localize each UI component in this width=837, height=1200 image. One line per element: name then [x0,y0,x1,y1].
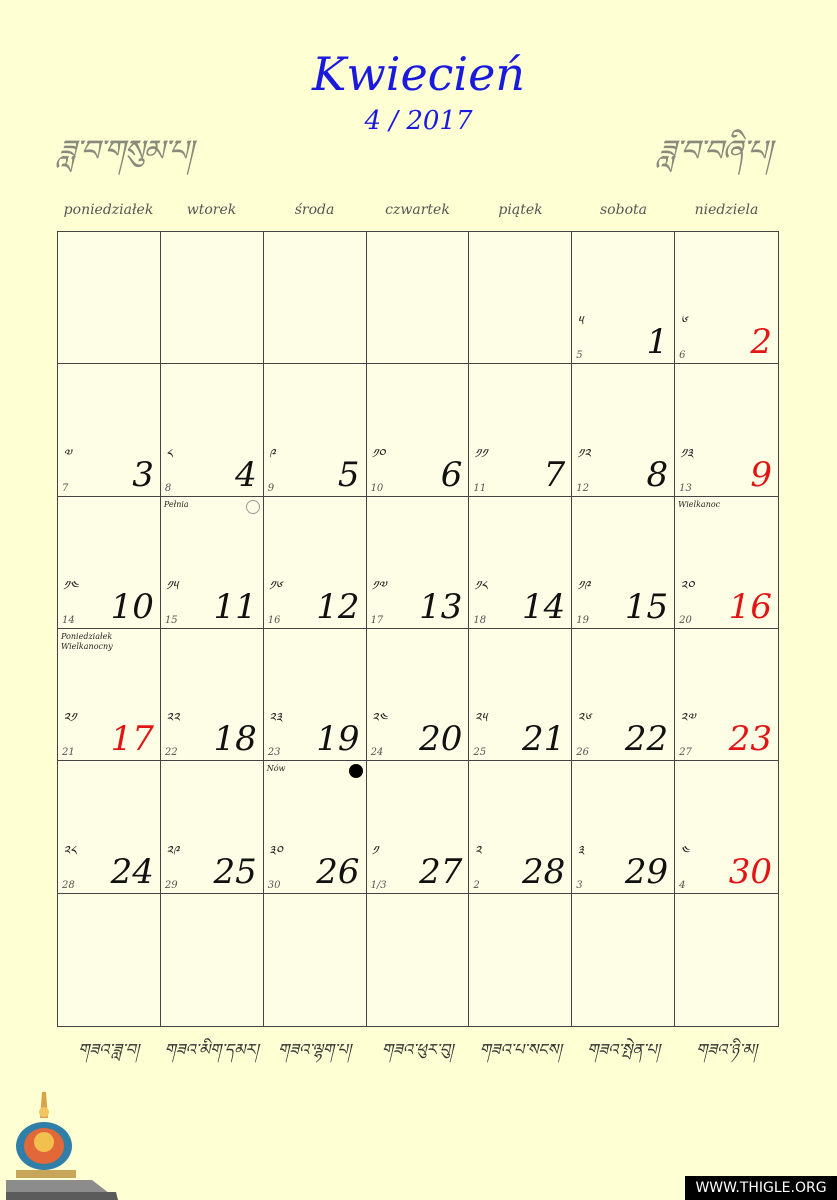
day-number: 10 [110,586,154,627]
tibetan-month-left: ཟླ་བ་གསུམ་པ། [58,134,193,169]
site-url: WWW.THIGLE.ORG [685,1176,837,1200]
event-label: Pełnia [163,499,189,509]
weekday-label: niedziela [694,202,759,218]
tibetan-date: ༡ [371,843,378,859]
tibetan-month-right: ཟླ་བ་བཞི་པ། [658,134,772,169]
day-number: 5 [337,454,360,495]
day-number: 12 [316,586,360,627]
empty-cell [469,232,572,364]
event-label: Poniedziałek Wielkanocny [61,631,113,651]
day-cell [572,364,675,496]
lunar-day: 24 [370,747,384,759]
day-number: 21 [522,719,566,760]
tibetan-date: ༢༠ [680,578,695,594]
tibetan-weekday-footer [57,1032,779,1077]
day-number: 18 [213,719,257,760]
day-cell [675,629,778,761]
tibetan-date: ༡༢ [577,446,591,462]
tibetan-date: ༡༥ [165,578,178,594]
new-moon-icon [349,764,363,778]
tibetan-weekday-label: གཟའ་ཕུར་བུ། [381,1040,454,1059]
lunar-day: 14 [62,614,75,626]
day-cell [469,629,572,761]
day-cell [675,364,778,496]
day-number: 6 [440,454,463,495]
day-cell [469,497,572,629]
lunar-day: 17 [370,614,384,626]
lunar-day: 26 [576,747,590,759]
day-cell [264,364,367,496]
lunar-day: 28 [62,879,75,891]
tibetan-date: ༤ [680,843,690,859]
day-number: 15 [624,586,669,627]
empty-cell [264,232,367,364]
tibetan-date: ༣ [577,843,584,859]
day-number: 14 [522,586,566,627]
day-number: 27 [419,851,463,892]
lunar-day: 22 [164,747,178,759]
weekday-label: piątek [498,202,543,218]
lunar-day: 27 [679,747,692,759]
day-cell [161,629,264,761]
day-number: 30 [728,851,772,892]
weekday-label: sobota [600,202,647,218]
lunar-day: 15 [164,614,178,626]
day-number: 13 [419,586,463,627]
day-number: 23 [728,719,772,760]
weekday-label: wtorek [186,202,237,218]
tibetan-date: ༢༩ [165,843,180,859]
tibetan-date: ༣༠ [268,843,283,859]
day-cell [58,364,161,496]
tibetan-date: ༩ [268,446,276,462]
day-number: 17 [110,719,154,760]
day-cell [367,364,470,496]
tibetan-weekday-label: གཟའ་སྤེན་པ། [587,1040,660,1059]
tibetan-date: ༢༧ [680,711,696,727]
tibetan-date: ༦ [680,314,687,330]
day-cell [572,761,675,893]
tibetan-date: ༢༡ [63,711,77,727]
empty-cell [572,894,675,1026]
day-number: 19 [316,719,360,760]
day-cell [58,497,161,629]
lunar-day: 20 [679,614,692,626]
calendar-grid [57,231,779,1027]
day-cell [572,232,675,364]
tibetan-date: ༡༦ [268,578,282,594]
tibetan-date: ༡༩ [577,578,591,594]
lunar-day: 6 [679,350,686,362]
day-cell [58,761,161,893]
empty-cell [161,894,264,1026]
tibetan-date: ༡༤ [63,578,79,594]
day-number: 20 [419,719,463,760]
empty-cell [675,894,778,1026]
tibetan-weekday-label: གཟའ་ཟླ་བ། [77,1040,140,1059]
tibetan-date: ༢༢ [165,711,180,727]
weekday-header [57,202,779,222]
day-number: 2 [750,322,772,363]
month-title: Kwiecień [312,47,525,101]
weekday-label: poniedziałek [63,202,154,218]
day-number: 29 [624,851,669,892]
tibetan-weekday-label: གཟའ་ལྷག་པ། [277,1040,352,1059]
day-cell [469,761,572,893]
lunar-day: 12 [576,482,590,494]
weekday-label: czwartek [385,202,450,218]
lunar-day: 5 [576,350,583,362]
tibetan-date: ༡༠ [371,446,385,462]
day-number: 4 [235,454,257,495]
tibetan-date: ༢༥ [474,711,487,727]
tibetan-date: ༧ [63,446,72,462]
day-cell [572,497,675,629]
day-cell [161,761,264,893]
day-cell [675,497,778,629]
lunar-day: 10 [370,482,384,494]
day-cell [675,761,778,893]
day-cell [161,497,264,629]
tibetan-date: ༨ [165,446,173,462]
day-number: 9 [750,454,772,495]
day-cell [264,761,367,893]
day-number: 28 [522,851,566,892]
lunar-day: 18 [473,614,487,626]
lunar-day: 4 [679,879,686,891]
day-cell [367,629,470,761]
day-number: 24 [110,851,154,892]
lunar-day: 19 [576,614,590,626]
lunar-day: 3 [576,879,583,891]
tibetan-date: ༢༦ [577,711,591,727]
day-cell [675,232,778,364]
day-number: 22 [624,719,669,760]
empty-cell [469,894,572,1026]
day-cell [367,761,470,893]
empty-cell [58,232,161,364]
day-number: 8 [646,454,669,495]
tibetan-date: ༢༨ [63,843,77,859]
tibetan-date: ༡༧ [371,578,387,594]
lunar-day: 11 [473,482,487,494]
tibetan-date: ༡༡ [474,446,488,462]
lunar-day: 13 [679,482,692,494]
month-year: 4 / 2017 [364,106,473,136]
tibetan-weekday-label: གཟའ་ཉི་མ། [696,1040,757,1059]
day-number: 7 [543,454,566,495]
event-label: Nów [266,764,286,774]
day-cell [264,629,367,761]
day-number: 25 [213,851,257,892]
stupa-ornament-icon [6,1088,118,1200]
day-number: 11 [213,586,257,627]
lunar-day: 29 [164,879,178,891]
empty-cell [367,894,470,1026]
event-label: Wielkanoc [678,499,721,509]
day-number: 16 [728,586,772,627]
lunar-day: 1/3 [370,879,387,891]
tibetan-date: ༢༣ [268,711,283,727]
tibetan-weekday-label: གཟའ་མིག་དམར། [164,1040,259,1059]
day-cell [572,629,675,761]
lunar-day: 21 [62,747,75,759]
lunar-day: 16 [267,614,281,626]
empty-cell [58,894,161,1026]
weekday-label: środa [294,202,335,218]
day-number: 26 [316,851,360,892]
tibetan-date: ༢ [474,843,482,859]
lunar-day: 2 [473,879,480,891]
day-cell [469,364,572,496]
lunar-day: 8 [164,482,172,494]
empty-cell [264,894,367,1026]
empty-cell [367,232,470,364]
lunar-day: 30 [267,879,281,891]
lunar-day: 9 [267,482,275,494]
lunar-day: 7 [62,482,69,494]
tibetan-date: ༡༨ [474,578,488,594]
day-cell [264,497,367,629]
day-cell [58,629,161,761]
day-cell [161,364,264,496]
day-cell [367,497,470,629]
full-moon-icon [246,500,260,514]
empty-cell [161,232,264,364]
day-number: 1 [646,322,669,363]
tibetan-date: ༢༤ [371,711,388,727]
lunar-day: 25 [473,747,487,759]
lunar-day: 23 [267,747,281,759]
day-number: 3 [132,454,154,495]
tibetan-date: ༥ [577,314,584,330]
tibetan-weekday-label: གཟའ་པ་སངས། [479,1040,562,1059]
tibetan-date: ༡༣ [680,446,694,462]
